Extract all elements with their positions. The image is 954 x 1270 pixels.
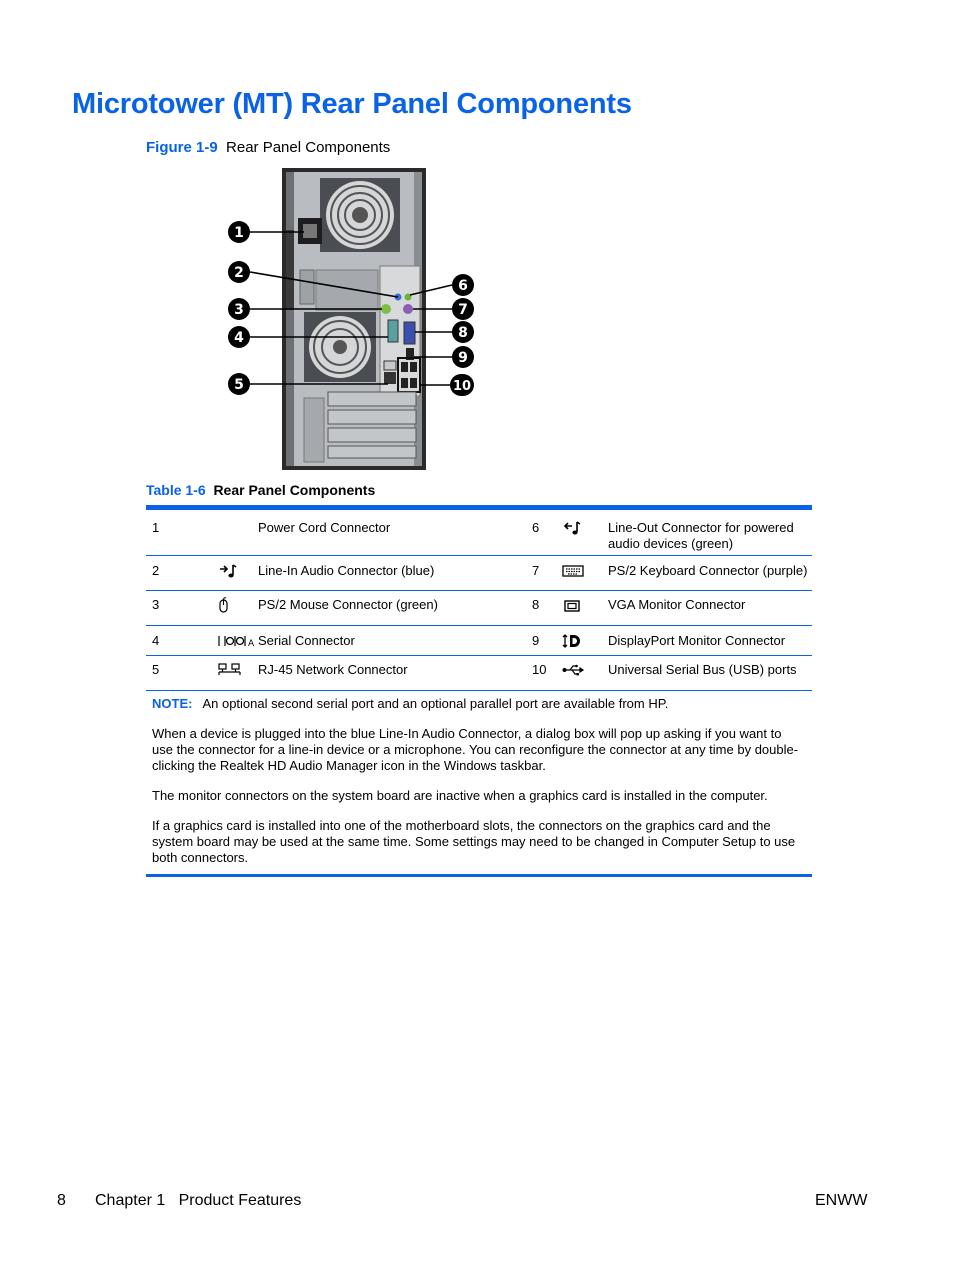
page-number: 8	[57, 1192, 66, 1209]
notes-section	[146, 690, 812, 866]
svg-text:1: 1	[234, 225, 244, 241]
rear-panel-figure	[220, 166, 480, 474]
line-out-icon	[562, 520, 584, 536]
svg-text:2: 2	[234, 265, 244, 281]
note-paragraph: If a graphics card is installed into one of the motherboard slots, the connectors on the graphics card and the system board may be used at the same time. Some settings may need to be changed in Computer Setup to use both connectors.	[152, 818, 796, 865]
svg-text:8: 8	[458, 325, 468, 341]
table-title: Rear Panel Components	[213, 482, 376, 498]
keyboard-icon	[562, 563, 584, 579]
svg-text:3: 3	[234, 302, 244, 318]
vga-monitor-icon	[562, 597, 584, 613]
svg-text:5: 5	[234, 377, 244, 393]
page-title: Microtower (MT) Rear Panel Components	[72, 88, 632, 120]
table-label: Table 1-6	[146, 482, 206, 498]
figure-label: Figure 1-9	[146, 139, 218, 156]
svg-text:9: 9	[458, 350, 468, 366]
usb-icon	[562, 662, 588, 678]
table-caption	[146, 482, 375, 498]
table-row: 3 PS/2 Mouse Connector (green) 8 VGA Monitor Connector	[146, 590, 812, 625]
line-in-icon	[218, 563, 240, 579]
svg-text:7: 7	[458, 302, 468, 318]
components-table	[146, 505, 812, 691]
svg-text:10: 10	[452, 379, 472, 394]
serial-icon	[218, 633, 258, 649]
note-paragraph: The monitor connectors on the system board are inactive when a graphics card is installed in the computer.	[152, 788, 768, 803]
footer-code: ENWW	[815, 1192, 868, 1209]
figure-title: Rear Panel Components	[226, 139, 391, 156]
table-row: 2 Line-In Audio Connector (blue) 7 PS/2 Keyboard Connector (purple)	[146, 555, 812, 590]
displayport-icon	[562, 633, 584, 649]
svg-text:4: 4	[234, 330, 244, 346]
svg-text:6: 6	[458, 278, 468, 294]
svg-text:A: A	[248, 638, 255, 649]
table-row: 4 A Serial Connector 9 DisplayPort Monitor Connector	[146, 625, 812, 655]
table-row: 5 RJ-45 Network Connector 10 Universal Serial Bus (USB) ports	[146, 655, 812, 690]
chapter-label: Chapter 1 Product Features	[95, 1192, 302, 1209]
note-label: NOTE:	[152, 696, 193, 711]
figure-caption	[146, 139, 390, 156]
table-row: 1 Power Cord Connector 6 Line-Out Connector for powered audio devices (green)	[146, 510, 812, 555]
rear-panel-illustration	[220, 166, 480, 474]
network-icon	[218, 662, 244, 678]
section-divider	[146, 874, 812, 877]
note-paragraph: When a device is plugged into the blue Line-In Audio Connector, a dialog box will pop up asking if you want to use the connector for a line-in device or a microphone. You can reconfigure the connector at any time by double-clicking the Realtek HD Audio Manager icon in the Windows taskbar.	[152, 726, 799, 773]
note-line: NOTE: An optional second serial port and an optional parallel port are available from HP.	[152, 696, 669, 711]
mouse-icon	[218, 597, 240, 613]
